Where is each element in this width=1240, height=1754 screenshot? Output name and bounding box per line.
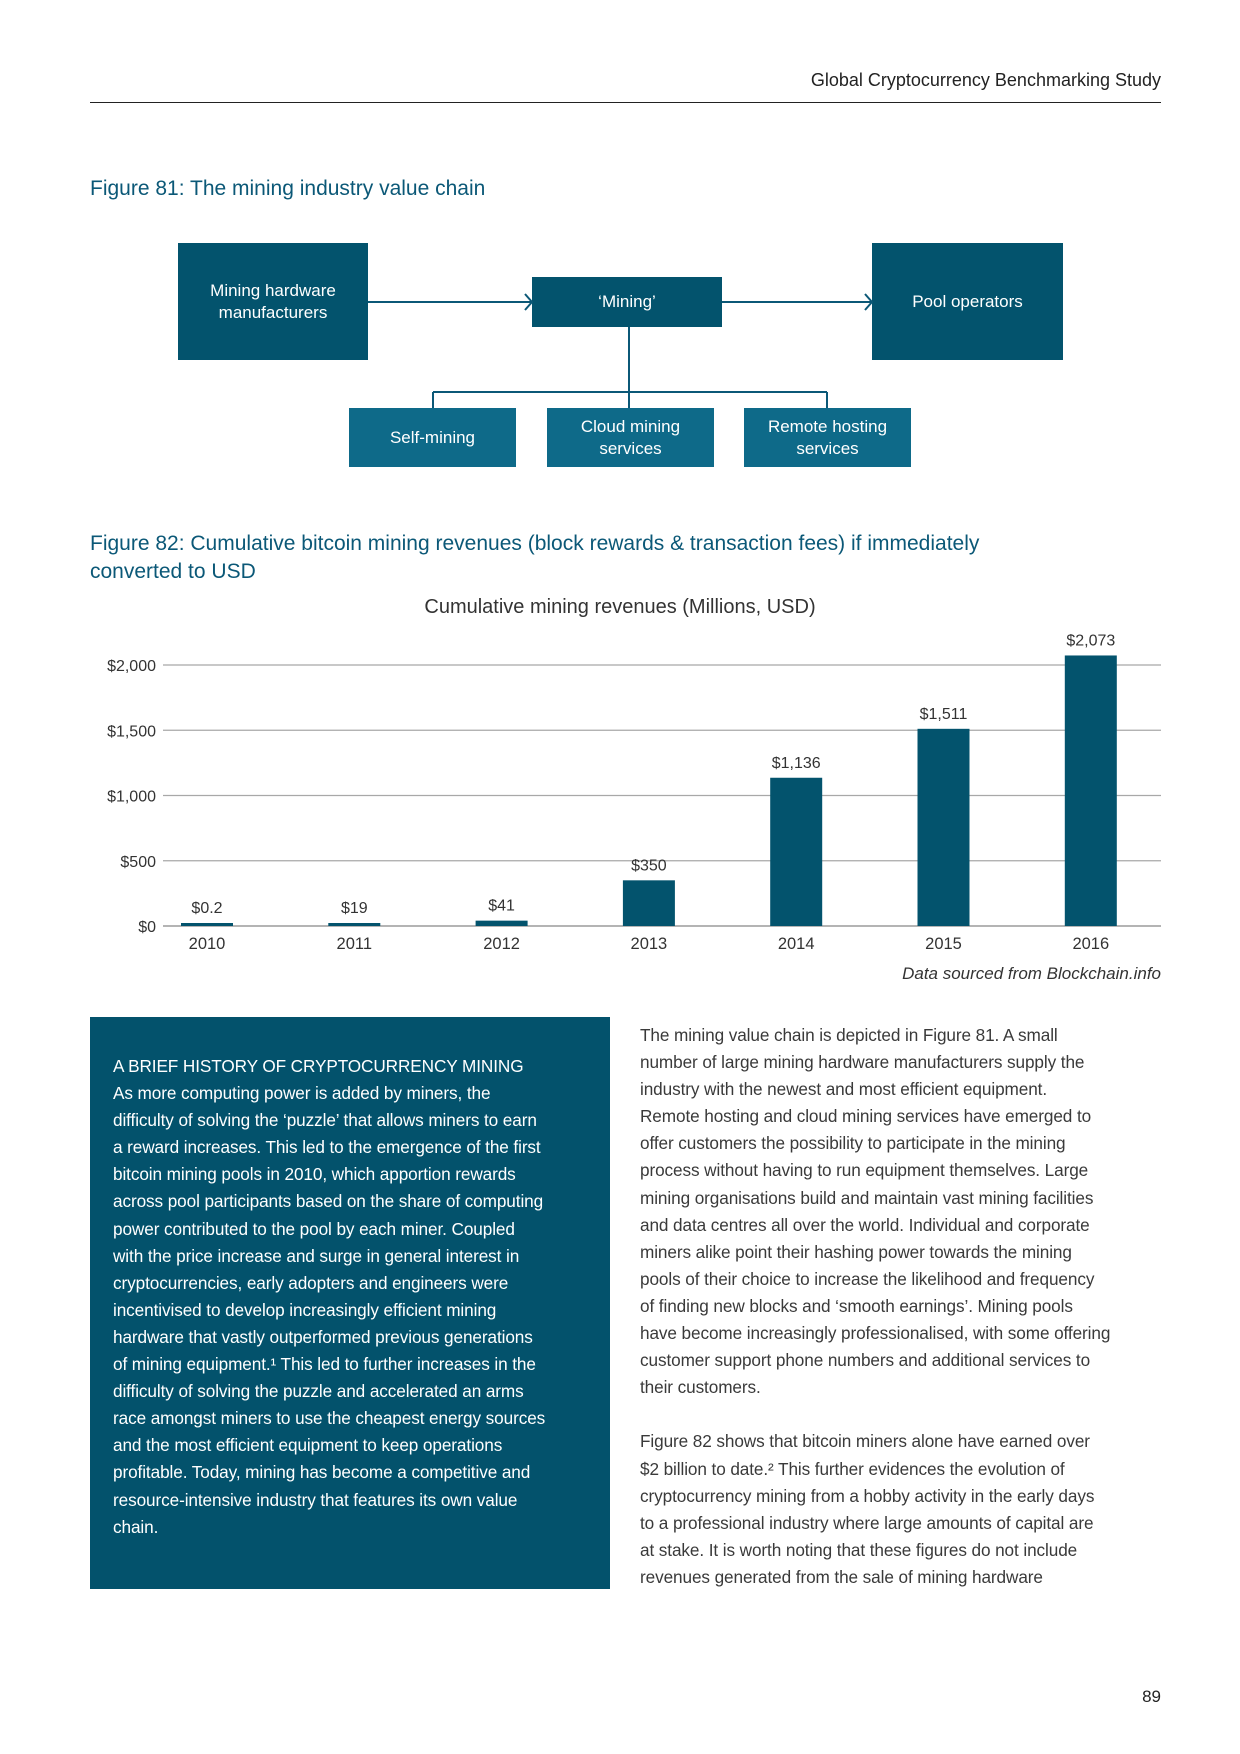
text-line: industry with the newest and most efficient equipment. <box>640 1079 1048 1100</box>
text-line: with the price increase and surge in general interest in <box>113 1245 520 1266</box>
text-line: difficulty of solving the puzzle and accelerated an arms <box>113 1381 524 1402</box>
text-line: and the most efficient equipment to keep operations <box>113 1435 503 1456</box>
history-sidebar <box>90 1017 610 1589</box>
sidebar-heading: A BRIEF HISTORY OF CRYPTOCURRENCY MINING <box>113 1056 524 1076</box>
bar <box>623 880 675 926</box>
chart-title: Cumulative mining revenues (Millions, USD) <box>424 596 816 618</box>
text-line: incentivised to develop increasingly efficient mining <box>113 1299 497 1320</box>
data-label: $1,511 <box>919 705 968 723</box>
text-line: miners alike point their hashing power towards the mining <box>640 1241 1072 1262</box>
text-line <box>640 1401 1110 1428</box>
node-label: Mining hardware manufacturers <box>210 280 336 322</box>
x-tick-label: 2013 <box>630 935 668 953</box>
text-line: The mining value chain is depicted in Figure 81. A small <box>640 1025 1058 1045</box>
bar <box>328 923 380 926</box>
text-line: race amongst miners to use the cheapest energy sources <box>113 1408 546 1429</box>
y-tick-label: $500 <box>120 853 156 871</box>
node-label: Self-mining <box>389 427 476 447</box>
data-label: $0.2 <box>191 900 223 917</box>
sidebar-text <box>113 1053 545 1541</box>
text-line: resource-intensive industry that features its own value <box>113 1489 518 1510</box>
y-tick-label: $2,000 <box>107 658 156 675</box>
bar <box>770 778 822 926</box>
x-tick-label: 2015 <box>925 935 962 953</box>
text-line: bitcoin mining pools in 2010, which apportion rewards <box>113 1164 516 1185</box>
text-line: process without having to run equipment themselves. Large <box>640 1160 1089 1181</box>
text-line: difficulty of solving the ‘puzzle’ that allows miners to earn <box>113 1110 537 1131</box>
text-line: As more computing power is added by miners, the <box>113 1083 491 1104</box>
text-line: at stake. It is worth noting that these figures do not include <box>640 1539 1078 1560</box>
node-label: Remote hosting services <box>767 416 888 458</box>
text-line: chain. <box>113 1516 159 1537</box>
data-label: $19 <box>340 900 368 917</box>
x-tick-label: 2011 <box>336 935 373 953</box>
node-label: ‘Mining’ <box>598 292 656 311</box>
x-tick-label: 2016 <box>1072 935 1110 953</box>
x-tick-label: 2012 <box>483 935 520 953</box>
text-line: of mining equipment.¹ This led to further increases in the <box>113 1354 536 1375</box>
bar <box>918 729 970 926</box>
text-line: Figure 82 shows that bitcoin miners alone have earned over <box>640 1431 1090 1452</box>
node-label: Cloud mining services <box>580 416 681 458</box>
text-line: cryptocurrency mining from a hobby activity in the early days <box>640 1485 1095 1506</box>
chart-source: Data sourced from Blockchain.info <box>902 964 1161 983</box>
node-label: Pool operators <box>912 291 1023 311</box>
text-line: customer support phone numbers and additional services to <box>640 1350 1091 1371</box>
text-line: a reward increases. This led to the emergence of the first <box>113 1137 541 1158</box>
y-tick-label: $1,500 <box>107 723 156 741</box>
bar <box>476 921 528 926</box>
figure-82-title-line: converted to USD <box>90 560 256 583</box>
y-tick-label: $1,000 <box>107 788 156 806</box>
text-line: cryptocurrencies, early adopters and engineers were <box>113 1272 509 1293</box>
text-line: power contributed to the pool by each miner. Coupled <box>113 1218 515 1239</box>
text-line: profitable. Today, mining has become a competitive and <box>113 1462 531 1483</box>
data-label: $1,136 <box>771 754 821 772</box>
page-number: 89 <box>1142 1687 1161 1706</box>
text-line: across pool participants based on the share of computing <box>113 1191 544 1212</box>
text-line: hardware that vastly outperformed previous generations <box>113 1326 533 1347</box>
text-line: their customers. <box>640 1377 761 1398</box>
figure-81-title: Figure 81: The mining industry value chain <box>90 177 486 200</box>
figure-82-title-line: Figure 82: Cumulative bitcoin mining revenues (block rewards & transaction fees) if immediately <box>90 532 980 555</box>
text-line: have become increasingly professionalised, with some offering <box>640 1323 1111 1344</box>
x-tick-label: 2010 <box>188 935 226 953</box>
bar <box>181 923 233 926</box>
text-line: revenues generated from the sale of mining hardware <box>640 1566 1043 1587</box>
text-line: mining organisations build and maintain vast mining facilities <box>640 1187 1094 1208</box>
text-line: pools of their choice to increase the likelihood and frequency <box>640 1268 1095 1289</box>
text-line: offer customers the possibility to participate in the mining <box>640 1133 1066 1154</box>
text-line: $2 billion to date.² This further evidences the evolution of <box>640 1458 1065 1479</box>
text-line: and data centres all over the world. Individual and corporate <box>640 1214 1090 1235</box>
text-line: of finding new blocks and ‘smooth earnings’. Mining pools <box>640 1295 1073 1316</box>
bar <box>1065 655 1117 926</box>
running-header: Global Cryptocurrency Benchmarking Study <box>810 70 1161 90</box>
text-line: Remote hosting and cloud mining services have emerged to <box>640 1106 1092 1127</box>
text-line: to a professional industry where large amounts of capital are <box>640 1512 1094 1533</box>
y-tick-label: $0 <box>138 919 156 936</box>
data-label: $2,073 <box>1066 632 1116 650</box>
text-line: number of large mining hardware manufacturers supply the <box>640 1052 1085 1073</box>
data-label: $41 <box>488 897 515 915</box>
body-text <box>640 1022 1110 1591</box>
data-label: $350 <box>631 857 667 875</box>
x-tick-label: 2014 <box>777 935 815 953</box>
